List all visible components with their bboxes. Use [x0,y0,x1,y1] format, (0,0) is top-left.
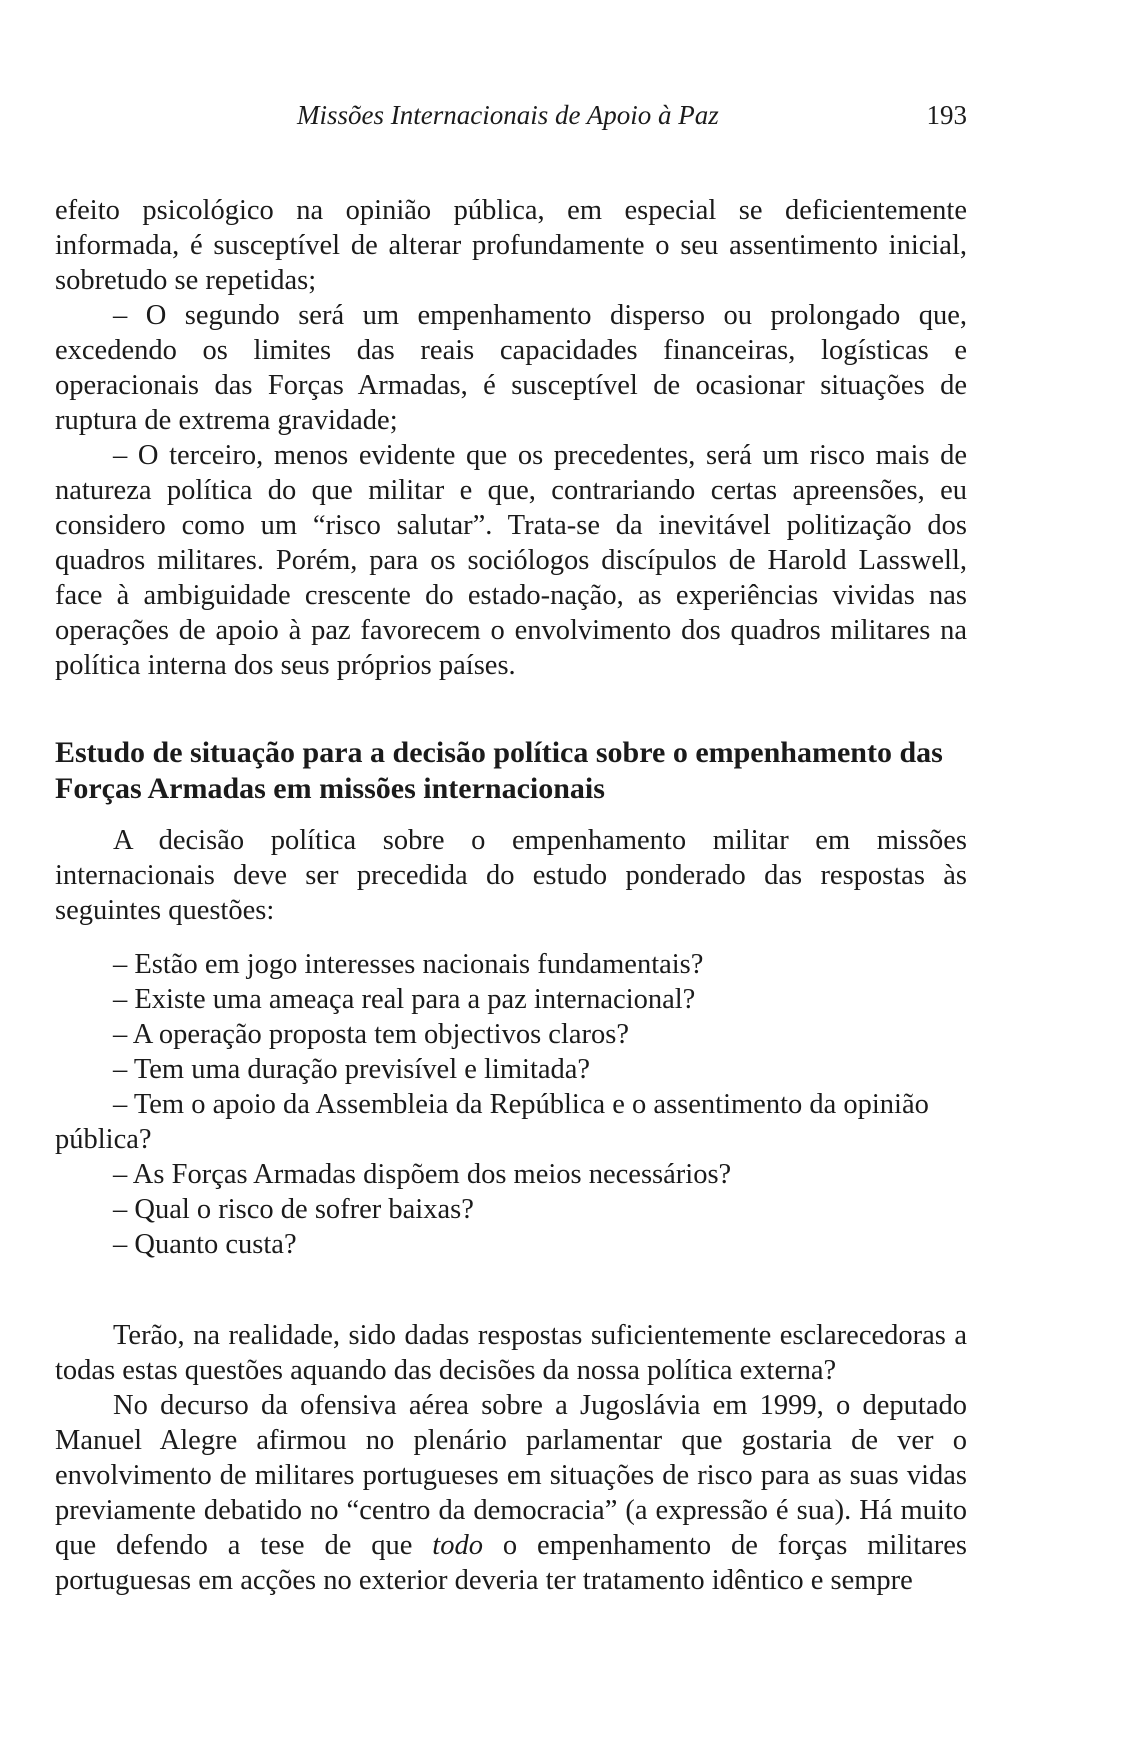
emphasis-word: todo [432,1530,483,1561]
intro-text-block [55,193,967,683]
closing-paragraph-2 [55,1388,967,1598]
section-lead-block [55,823,967,928]
third-risk-paragraph: – O terceiro, menos evidente que os precedentes, será um risco mais de natureza política do que militar e que, contrariando certas apreensões, eu considero como um “risco salutar”. Trata-se da inevitável politização dos quadros militares. Porém, para os sociólogos discípulos de Harold Lasswell, face à ambiguidade crescente do estado-nação, as experiências vividas nas operações de apoio à paz favorecem o envolvimento dos quadros militares na política interna dos seus próprios países. [55,440,967,681]
running-header [55,100,967,140]
question-item: – Estão em jogo interesses nacionais fundamentais? [113,949,704,980]
closing-text-after: o empenhamento de forças militares portuguesas em acções no exterior deveria ter tratamento idêntico e sempre [55,1530,967,1596]
section-heading: Estudo de situação para a decisão política sobre o empenhamento das Forças Armadas em missões internacionais [55,736,943,805]
question-item: – Tem o apoio da Assembleia da República e o assentimento da opinião pública? [55,1089,929,1155]
question-item: – A operação proposta tem objectivos claros? [113,1019,630,1050]
question-item: – Quanto custa? [113,1229,297,1260]
continuation-paragraph: efeito psicológico na opinião pública, em especial se deficientemente informada, é susceptível de alterar profundamente o seu assentimento inicial, sobretudo se repetidas; [55,195,967,296]
closing-paragraph-1: Terão, na realidade, sido dadas respostas suficientemente esclarecedoras a todas estas questões aquando das decisões da nossa política externa? [55,1320,967,1386]
closing-text-before: No decurso da ofensiva aérea sobre a Jugoslávia em 1999, o deputado Manuel Alegre afirmou no plenário parlamentar que gostaria de ver o envolvimento de militares portugueses em situações de risco para as suas vidas previamente debatido no “centro da democracia” (a expressão é sua). Há muito que defendo a tese de que [55,1390,967,1561]
question-item: – Tem uma duração previsível e limitada? [113,1054,591,1085]
question-item: – Existe uma ameaça real para a paz internacional? [113,984,696,1015]
section-lead-paragraph: A decisão política sobre o empenhamento militar em missões internacionais deve ser precedida do estudo ponderado das respostas às seguintes questões: [55,825,967,926]
questions-list [55,947,967,1262]
running-title: Missões Internacionais de Apoio à Paz [297,100,719,130]
question-item: – Qual o risco de sofrer baixas? [113,1194,474,1225]
page-number: 193 [926,100,967,130]
second-risk-paragraph: – O segundo será um empenhamento disperso ou prolongado que, excedendo os limites das reais capacidades financeiras, logísticas e operacionais das Forças Armadas, é susceptível de ocasionar situações de ruptura de extrema gravidade; [55,300,967,436]
closing-text-block [55,1318,967,1598]
question-item: – As Forças Armadas dispõem dos meios necessários? [113,1159,732,1190]
